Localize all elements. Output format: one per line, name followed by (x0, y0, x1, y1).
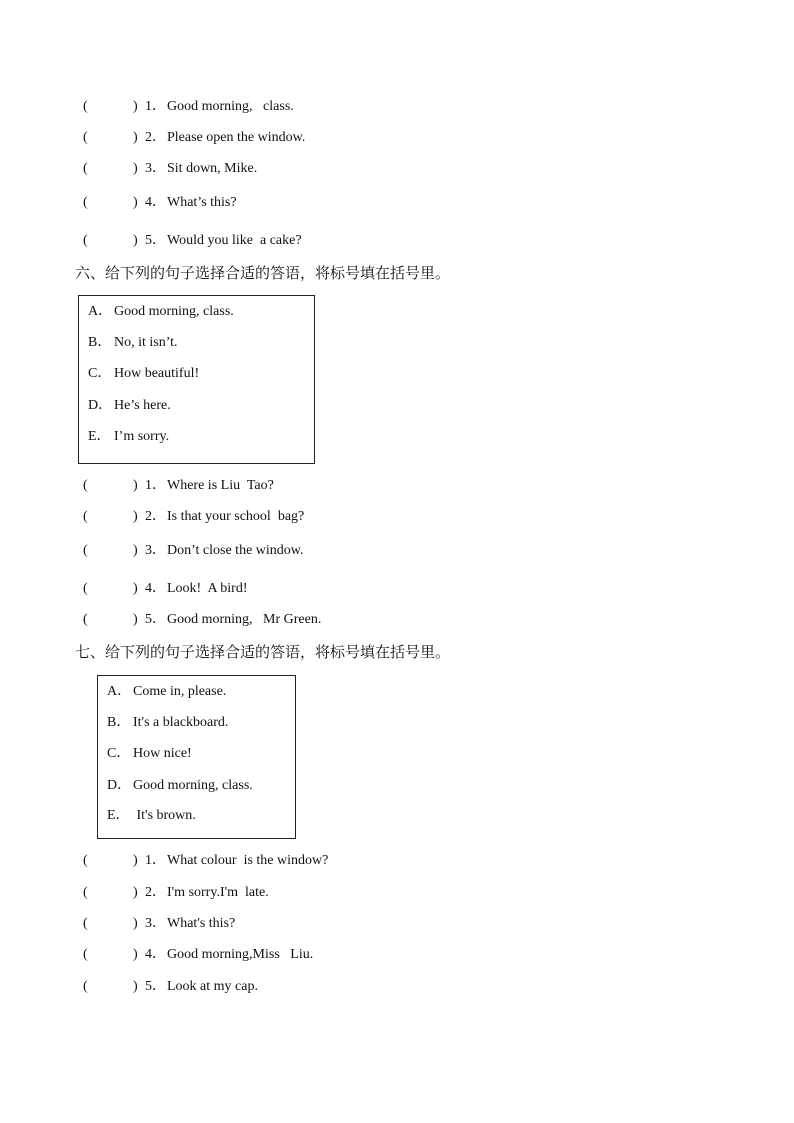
question-row (83, 579, 248, 599)
question-text: What's this? (167, 916, 236, 931)
option-text: I’m sorry. (114, 429, 170, 444)
answer-bracket-close: ) (133, 885, 138, 900)
question-number: 5． (145, 233, 166, 248)
question-text: Look! A bird! (167, 581, 248, 596)
question-text: Sit down, Mike. (167, 161, 258, 176)
question-number: 5． (145, 979, 166, 994)
option-text: He’s here. (114, 398, 171, 413)
question-row (83, 610, 321, 630)
option-letter: A． (88, 304, 113, 319)
question-text: Good morning, class. (167, 99, 294, 114)
option-letter: D． (88, 398, 113, 413)
option-letter: D． (107, 778, 132, 793)
question-row (83, 945, 313, 965)
question-text: Would you like a cake? (167, 233, 302, 248)
answer-bracket-close: ) (133, 161, 138, 176)
option-letter: E． (88, 429, 111, 444)
question-row (83, 977, 258, 997)
question-text: Please open the window. (167, 130, 306, 145)
question-number: 1． (145, 478, 166, 493)
option-letter: A． (107, 684, 132, 699)
question-text: Where is Liu Tao? (167, 478, 274, 493)
answer-bracket-close: ) (133, 853, 138, 868)
answer-bracket-close: ) (133, 979, 138, 994)
question-text: Good morning, Mr Green. (167, 612, 322, 627)
answer-bracket-close: ) (133, 916, 138, 931)
question-text: Look at my cap. (167, 979, 258, 994)
option-text: It's brown. (133, 808, 196, 823)
question-number: 4． (145, 195, 166, 210)
question-number: 1． (145, 853, 166, 868)
option-letter: E． (107, 808, 130, 823)
answer-bracket-close: ) (133, 99, 138, 114)
option-text: How beautiful! (114, 366, 200, 381)
question-row (83, 851, 328, 871)
question-number: 3． (145, 161, 166, 176)
question-text: What’s this? (167, 195, 237, 210)
option-text: Good morning, class. (114, 304, 234, 319)
answer-bracket-open[interactable]: ( (83, 853, 88, 868)
option-item (88, 302, 234, 322)
option-item (107, 806, 196, 826)
option-item (107, 713, 228, 733)
option-item (107, 682, 226, 702)
answer-bracket-open[interactable]: ( (83, 916, 88, 931)
answer-bracket-open[interactable]: ( (83, 130, 88, 145)
option-item (107, 776, 253, 796)
answer-bracket-open[interactable]: ( (83, 979, 88, 994)
question-row (83, 97, 294, 117)
question-row (83, 231, 302, 251)
answer-bracket-open[interactable]: ( (83, 478, 88, 493)
option-text: Come in, please. (133, 684, 227, 699)
section-heading: 六、给下列的句子选择合适的答语，将标号填在括号里。 (75, 264, 451, 282)
option-text: It's a blackboard. (133, 715, 229, 730)
answer-bracket-close: ) (133, 947, 138, 962)
answer-bracket-close: ) (133, 581, 138, 596)
question-number: 4． (145, 947, 166, 962)
answer-bracket-close: ) (133, 233, 138, 248)
answer-bracket-close: ) (133, 195, 138, 210)
option-letter: B． (107, 715, 131, 730)
question-number: 2． (145, 130, 166, 145)
question-number: 1． (145, 99, 166, 114)
option-item (107, 744, 192, 764)
question-row (83, 476, 274, 496)
option-letter: C． (107, 746, 131, 761)
option-text: No, it isn’t. (114, 335, 178, 350)
question-number: 2． (145, 885, 166, 900)
section-heading: 七、给下列的句子选择合适的答语，将标号填在括号里。 (75, 643, 451, 661)
question-row (83, 507, 304, 527)
question-text: What colour is the window? (167, 853, 329, 868)
answer-bracket-open[interactable]: ( (83, 99, 88, 114)
answer-bracket-close: ) (133, 612, 138, 627)
question-row (83, 883, 269, 903)
question-text: Is that your school bag? (167, 509, 305, 524)
answer-bracket-open[interactable]: ( (83, 195, 88, 210)
option-item (88, 333, 178, 353)
question-text: I'm sorry.I'm late. (167, 885, 269, 900)
answer-bracket-open[interactable]: ( (83, 612, 88, 627)
option-letter: B． (88, 335, 112, 350)
question-text: Don’t close the window. (167, 543, 304, 558)
question-number: 5． (145, 612, 166, 627)
answer-bracket-open[interactable]: ( (83, 581, 88, 596)
answer-bracket-close: ) (133, 130, 138, 145)
answer-bracket-open[interactable]: ( (83, 509, 88, 524)
question-number: 3． (145, 916, 166, 931)
question-row (83, 128, 305, 148)
answer-bracket-open[interactable]: ( (83, 885, 88, 900)
answer-bracket-close: ) (133, 509, 138, 524)
option-letter: C． (88, 366, 112, 381)
option-item (88, 396, 171, 416)
option-text: Good morning, class. (133, 778, 253, 793)
option-text: How nice! (133, 746, 192, 761)
question-number: 3． (145, 543, 166, 558)
question-number: 2． (145, 509, 166, 524)
answer-bracket-open[interactable]: ( (83, 543, 88, 558)
answer-bracket-close: ) (133, 543, 138, 558)
question-row (83, 541, 303, 561)
question-number: 4． (145, 581, 166, 596)
answer-bracket-open[interactable]: ( (83, 233, 88, 248)
option-item (88, 364, 199, 384)
question-row (83, 159, 257, 179)
question-row (83, 914, 235, 934)
question-row (83, 193, 237, 213)
answer-bracket-close: ) (133, 478, 138, 493)
option-item (88, 427, 169, 447)
answer-bracket-open[interactable]: ( (83, 161, 88, 176)
answer-bracket-open[interactable]: ( (83, 947, 88, 962)
question-text: Good morning,Miss Liu. (167, 947, 314, 962)
